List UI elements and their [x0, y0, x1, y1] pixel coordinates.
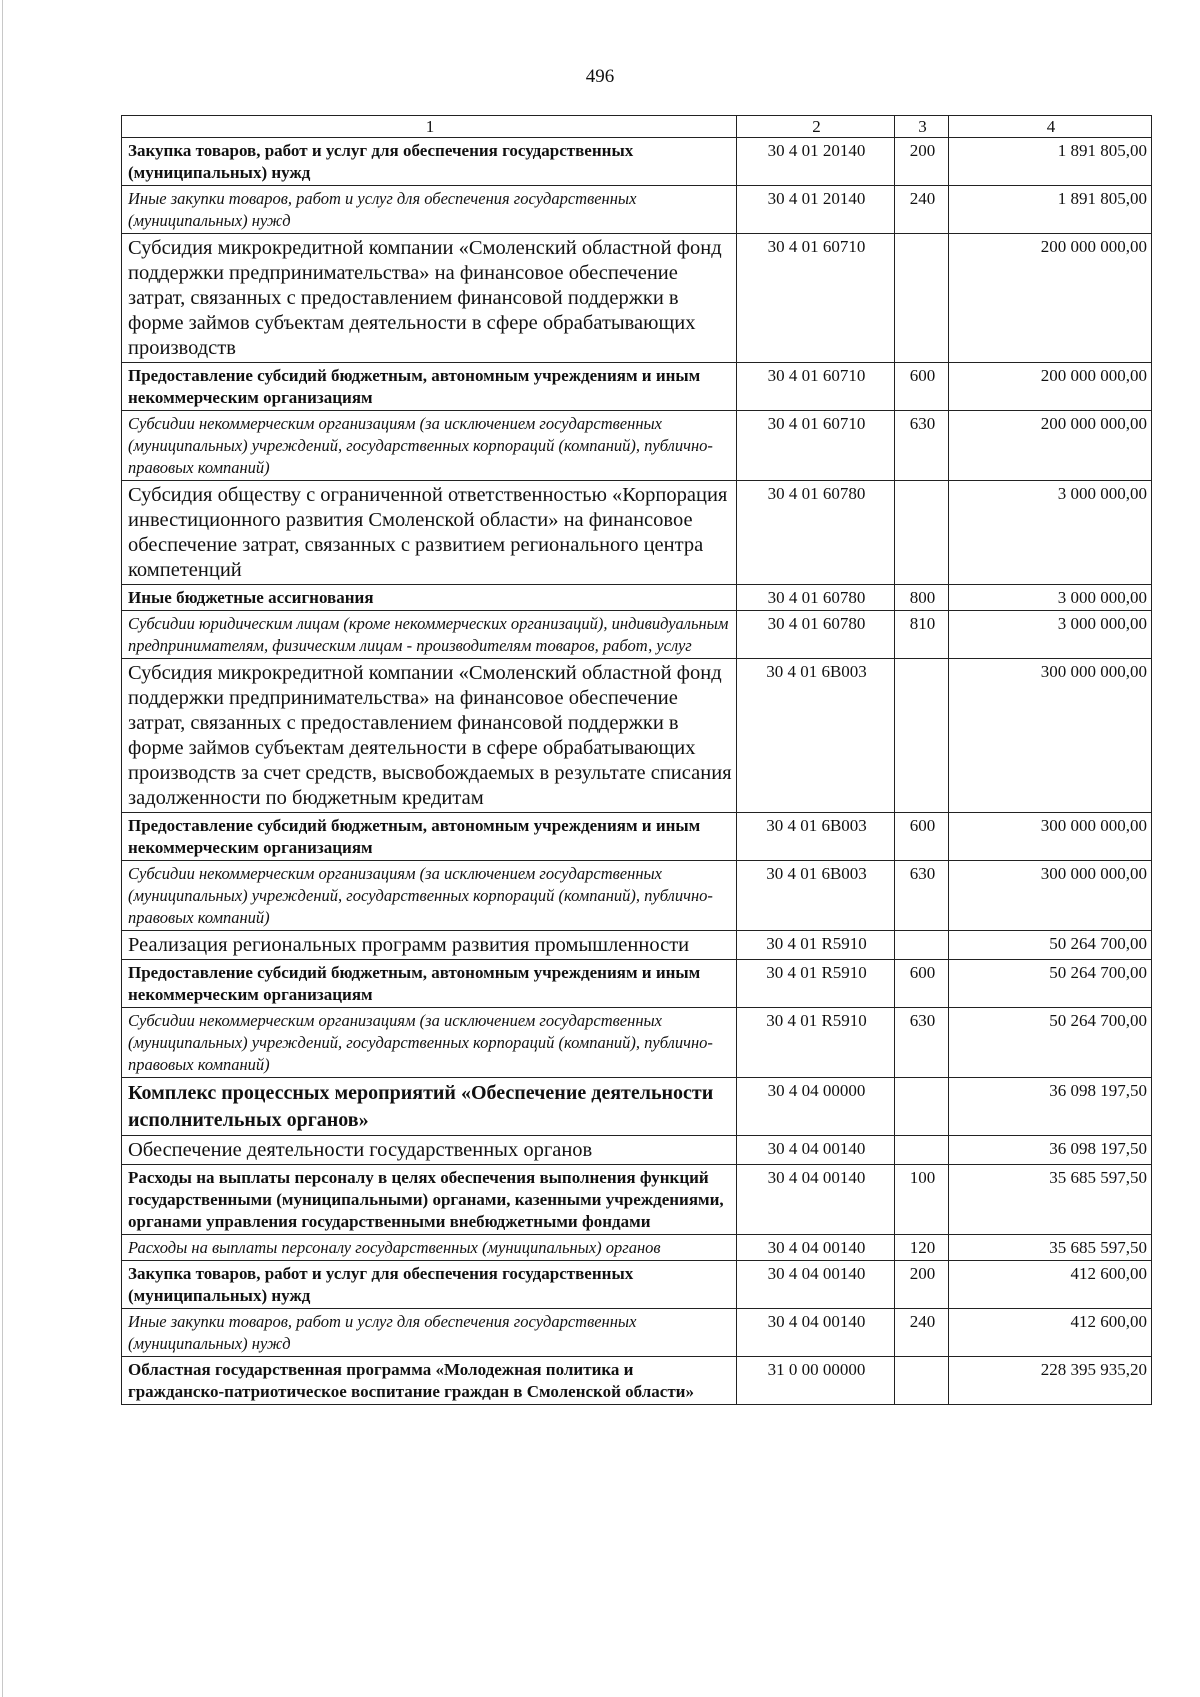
- table-row: [122, 1165, 1152, 1235]
- table-row: [122, 931, 1152, 960]
- table-row: [122, 813, 1152, 861]
- row-name: Иные закупки товаров, работ и услуг для обеспечения государственных (муниципальных) нужд: [122, 1309, 737, 1357]
- row-amount: 1 891 805,00: [949, 186, 1152, 234]
- row-code: 30 4 01 R5910: [737, 931, 895, 960]
- row-name: Субсидии юридическим лицам (кроме некоммерческих организаций), индивидуальным предпринимателям, физическим лицам - производителям товаров, работ, услуг: [122, 611, 737, 659]
- row-name: Предоставление субсидий бюджетным, автономным учреждениям и иным некоммерческим организациям: [122, 363, 737, 411]
- row-expense-type: 240: [895, 186, 949, 234]
- table-row: [122, 861, 1152, 931]
- row-code: 30 4 04 00140: [737, 1235, 895, 1261]
- row-expense-type: [895, 1136, 949, 1165]
- row-code: 30 4 04 00140: [737, 1136, 895, 1165]
- row-code: 30 4 01 60710: [737, 411, 895, 481]
- row-name: Субсидия микрокредитной компании «Смоленский областной фонд поддержки предпринимательства» на финансовое обеспечение затрат, связанных с предоставлением финансовой поддержки в форме займов субъектам деятельности в сфере обрабатывающих производств за счет средств, высвобождаемых в результате списания задолженности по бюджетным кредитам: [122, 659, 737, 813]
- table-row: [122, 411, 1152, 481]
- table-row: [122, 1078, 1152, 1136]
- row-expense-type: [895, 481, 949, 585]
- header-col-2: 2: [737, 116, 895, 138]
- row-name: Иные бюджетные ассигнования: [122, 585, 737, 611]
- row-code: 30 4 04 00000: [737, 1078, 895, 1136]
- row-name: Субсидии некоммерческим организациям (за исключением государственных (муниципальных) учреждений, государственных корпораций (компаний), публично-правовых компаний): [122, 1008, 737, 1078]
- table-row: [122, 1357, 1152, 1405]
- row-amount: 412 600,00: [949, 1309, 1152, 1357]
- table-row: [122, 186, 1152, 234]
- row-amount: 50 264 700,00: [949, 931, 1152, 960]
- table-row: [122, 234, 1152, 363]
- header-col-1: 1: [122, 116, 737, 138]
- row-expense-type: 630: [895, 411, 949, 481]
- row-amount: 50 264 700,00: [949, 960, 1152, 1008]
- row-expense-type: [895, 234, 949, 363]
- row-code: 30 4 01 6В003: [737, 813, 895, 861]
- row-amount: 35 685 597,50: [949, 1165, 1152, 1235]
- row-amount: 3 000 000,00: [949, 585, 1152, 611]
- row-amount: 300 000 000,00: [949, 861, 1152, 931]
- row-name: Субсидия микрокредитной компании «Смоленский областной фонд поддержки предпринимательства» на финансовое обеспечение затрат, связанных с предоставлением финансовой поддержки в форме займов субъектам деятельности в сфере обрабатывающих производств: [122, 234, 737, 363]
- row-amount: 200 000 000,00: [949, 411, 1152, 481]
- row-expense-type: [895, 659, 949, 813]
- row-expense-type: 600: [895, 363, 949, 411]
- row-expense-type: 810: [895, 611, 949, 659]
- table-row: [122, 1235, 1152, 1261]
- row-amount: 228 395 935,20: [949, 1357, 1152, 1405]
- table-row: [122, 659, 1152, 813]
- row-name: Расходы на выплаты персоналу государственных (муниципальных) органов: [122, 1235, 737, 1261]
- row-amount: 36 098 197,50: [949, 1078, 1152, 1136]
- row-name: Реализация региональных программ развития промышленности: [122, 931, 737, 960]
- row-code: 30 4 01 6В003: [737, 861, 895, 931]
- row-name: Областная государственная программа «Молодежная политика и гражданско-патриотическое воспитание граждан в Смоленской области»: [122, 1357, 737, 1405]
- row-name: Закупка товаров, работ и услуг для обеспечения государственных (муниципальных) нужд: [122, 138, 737, 186]
- row-expense-type: 200: [895, 138, 949, 186]
- row-amount: 50 264 700,00: [949, 1008, 1152, 1078]
- table-header: [122, 116, 1152, 138]
- header-col-4: 4: [949, 116, 1152, 138]
- row-amount: 412 600,00: [949, 1261, 1152, 1309]
- row-expense-type: [895, 931, 949, 960]
- row-name: Предоставление субсидий бюджетным, автономным учреждениям и иным некоммерческим организациям: [122, 960, 737, 1008]
- table-row: [122, 960, 1152, 1008]
- row-name: Расходы на выплаты персоналу в целях обеспечения выполнения функций государственными (муниципальными) органами, казенными учреждениями, органами управления государственными внебюджетными фондами: [122, 1165, 737, 1235]
- table-row: [122, 1261, 1152, 1309]
- row-name: Иные закупки товаров, работ и услуг для обеспечения государственных (муниципальных) нужд: [122, 186, 737, 234]
- row-code: 30 4 01 60710: [737, 363, 895, 411]
- table-row: [122, 138, 1152, 186]
- row-name: Субсидии некоммерческим организациям (за исключением государственных (муниципальных) учреждений, государственных корпораций (компаний), публично-правовых компаний): [122, 411, 737, 481]
- row-amount: 3 000 000,00: [949, 481, 1152, 585]
- budget-table: [121, 115, 1152, 1405]
- table-row: [122, 1008, 1152, 1078]
- header-col-3: 3: [895, 116, 949, 138]
- table-body: [122, 138, 1152, 1405]
- row-name: Комплекс процессных мероприятий «Обеспечение деятельности исполнительных органов»: [122, 1078, 737, 1136]
- row-code: 31 0 00 00000: [737, 1357, 895, 1405]
- row-code: 30 4 04 00140: [737, 1165, 895, 1235]
- table-row: [122, 1309, 1152, 1357]
- row-name: Обеспечение деятельности государственных органов: [122, 1136, 737, 1165]
- header-row: [122, 116, 1152, 138]
- row-expense-type: 120: [895, 1235, 949, 1261]
- row-amount: 200 000 000,00: [949, 234, 1152, 363]
- table-row: [122, 611, 1152, 659]
- row-code: 30 4 01 60780: [737, 611, 895, 659]
- row-expense-type: 600: [895, 960, 949, 1008]
- row-expense-type: [895, 1357, 949, 1405]
- row-amount: 1 891 805,00: [949, 138, 1152, 186]
- row-expense-type: 630: [895, 861, 949, 931]
- row-code: 30 4 04 00140: [737, 1309, 895, 1357]
- row-name: Субсидия обществу с ограниченной ответственностью «Корпорация инвестиционного развития Смоленской области» на финансовое обеспечение затрат, связанных с развитием регионального центра компетенций: [122, 481, 737, 585]
- row-amount: 36 098 197,50: [949, 1136, 1152, 1165]
- row-code: 30 4 01 R5910: [737, 1008, 895, 1078]
- row-code: 30 4 01 60710: [737, 234, 895, 363]
- row-expense-type: 600: [895, 813, 949, 861]
- table-row: [122, 585, 1152, 611]
- row-code: 30 4 01 60780: [737, 481, 895, 585]
- row-expense-type: 200: [895, 1261, 949, 1309]
- row-code: 30 4 01 20140: [737, 138, 895, 186]
- row-code: 30 4 04 00140: [737, 1261, 895, 1309]
- row-code: 30 4 01 60780: [737, 585, 895, 611]
- table-row: [122, 1136, 1152, 1165]
- row-name: Закупка товаров, работ и услуг для обеспечения государственных (муниципальных) нужд: [122, 1261, 737, 1309]
- row-amount: 3 000 000,00: [949, 611, 1152, 659]
- row-amount: 300 000 000,00: [949, 813, 1152, 861]
- scan-margin-line: [2, 0, 3, 1697]
- row-expense-type: 800: [895, 585, 949, 611]
- row-expense-type: 240: [895, 1309, 949, 1357]
- page-number: 496: [585, 66, 615, 87]
- row-amount: 35 685 597,50: [949, 1235, 1152, 1261]
- table-row: [122, 363, 1152, 411]
- row-expense-type: 100: [895, 1165, 949, 1235]
- row-code: 30 4 01 R5910: [737, 960, 895, 1008]
- row-amount: 200 000 000,00: [949, 363, 1152, 411]
- row-code: 30 4 01 6В003: [737, 659, 895, 813]
- row-expense-type: [895, 1078, 949, 1136]
- row-code: 30 4 01 20140: [737, 186, 895, 234]
- row-name: Субсидии некоммерческим организациям (за исключением государственных (муниципальных) учреждений, государственных корпораций (компаний), публично-правовых компаний): [122, 861, 737, 931]
- row-name: Предоставление субсидий бюджетным, автономным учреждениям и иным некоммерческим организациям: [122, 813, 737, 861]
- table-row: [122, 481, 1152, 585]
- row-amount: 300 000 000,00: [949, 659, 1152, 813]
- row-expense-type: 630: [895, 1008, 949, 1078]
